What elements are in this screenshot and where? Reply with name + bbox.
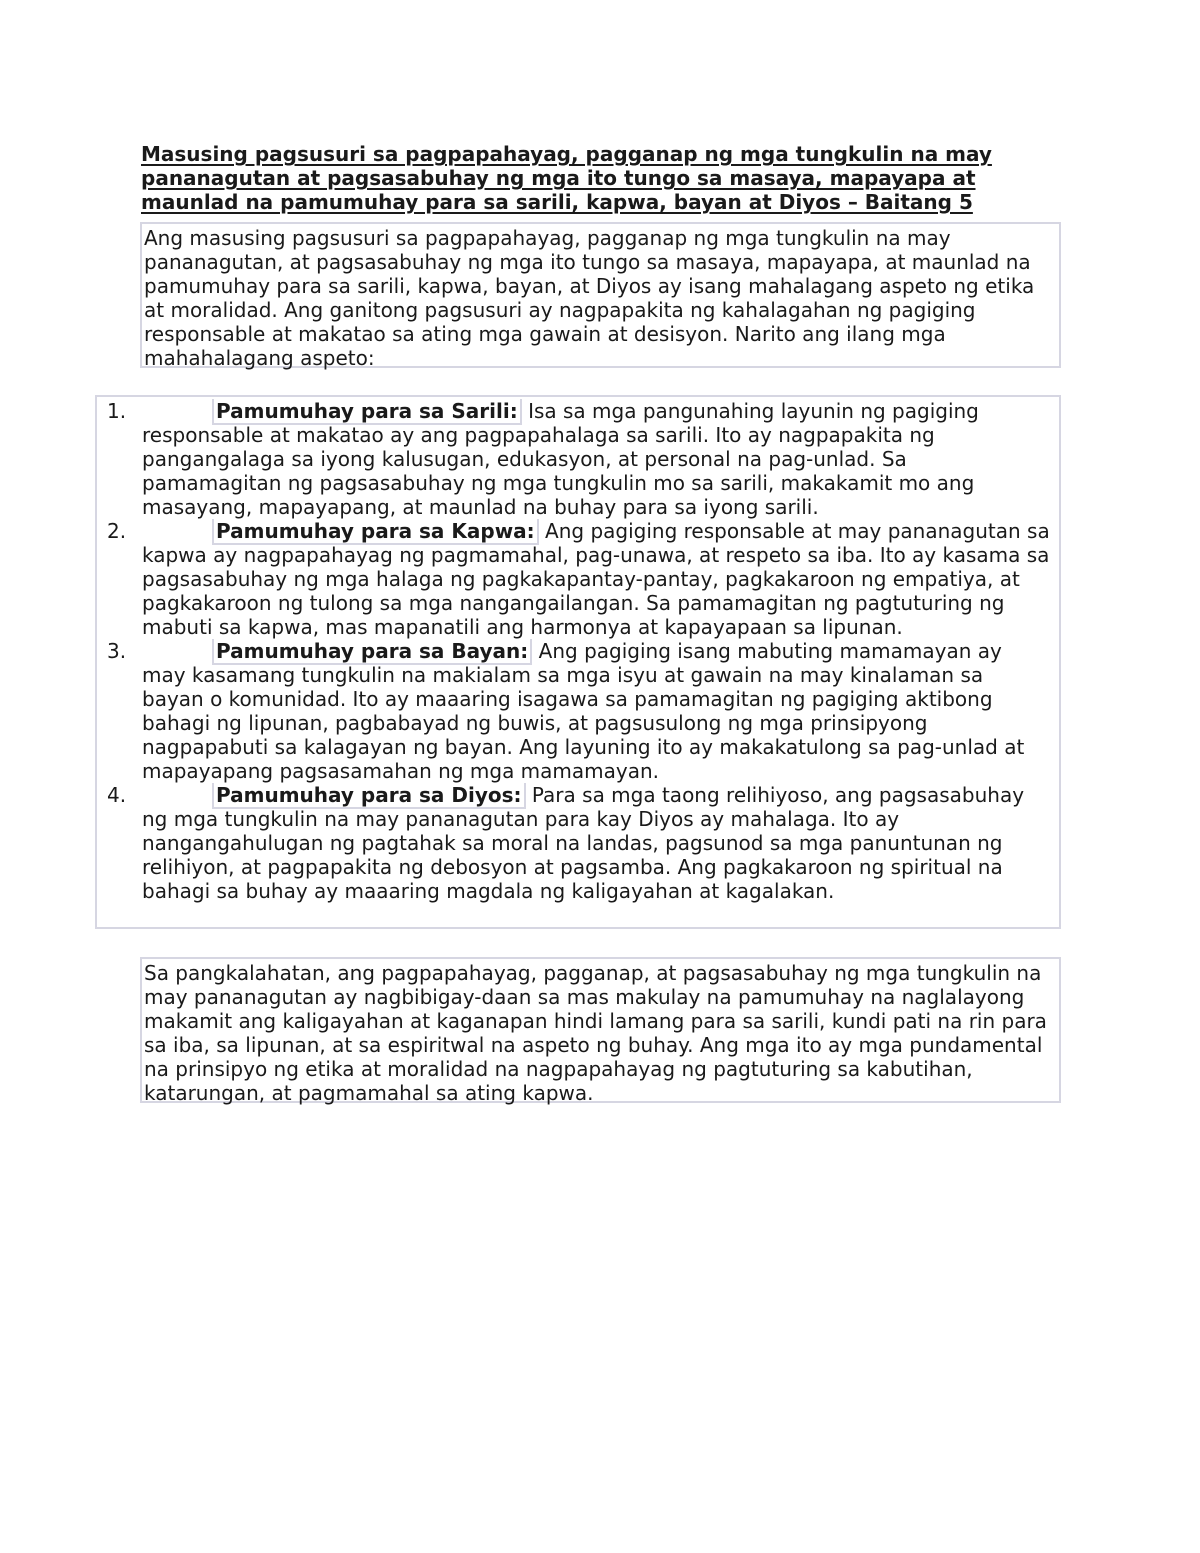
list-item-number: 4. bbox=[107, 783, 127, 807]
list-item-number: 1. bbox=[107, 399, 127, 423]
list-item-text: Ang pagiging isang mabuting mamamayan ay may kasamang tungkulin na makialam sa mga isyu at gawain na may kinalaman sa bayan o komunidad. Ito ay maaaring isagawa sa pamamagitan ng pagiging aktibong bahagi ng lipunan, pagbabayad ng buwis, at pagsusulong ng mga prinsipyong nagpapabuti sa kalagayan ng bayan. Ang layuning ito ay makakatulong sa pag-unlad at mapayapang pagsasamahan ng mga mamamayan. bbox=[142, 639, 1025, 783]
list-item-heading: Pamumuhay para sa Kapwa: bbox=[212, 519, 539, 545]
list-item-text: Para sa mga taong relihiyoso, ang pagsasabuhay ng mga tungkulin na may pananagutan para kay Diyos ay mahalaga. Ito ay nangangahulugan ng pagtahak sa moral na landas, pagsunod sa mga panuntunan ng relihiyon, at pagpapakita ng debosyon at pagsamba. Ang pagkakaroon ng spiritual na bahagi sa buhay ay maaaring magdala ng kaligayahan at kagalakan. bbox=[142, 783, 1025, 903]
list-item-number: 2. bbox=[107, 519, 127, 543]
list-item-number: 3. bbox=[107, 639, 127, 663]
list-item-text: Ang pagiging responsable at may pananagutan sa kapwa ay nagpapahayag ng pagmamahal, pag-unawa, at respeto sa iba. Ito ay kasama sa pagsasabuhay ng mga halaga ng pagkakapantay-pantay, pagkakaroon ng empatiya, at pagkakaroon ng tulong sa mga nangangailangan. Sa pamamagitan ng pagtuturing ng mabuti sa kapwa, mas mapanatili ang harmonya at kapayapaan sa lipunan. bbox=[142, 519, 1050, 639]
closing-paragraph: Sa pangkalahatan, ang pagpapahayag, pagganap, at pagsasabuhay ng mga tungkulin na may pananagutan ay nagbibigay-daan sa mas makulay na pamumuhay na naglalayong makamit ang kaligayahan at kaganapan hindi lamang para sa sarili, kundi pati na rin para sa iba, sa lipunan, at sa espiritwal na aspeto ng buhay. Ang mga ito ay mga pundamental na prinsipyo ng etika at moralidad na nagpapahayag ng pagtuturing sa kabutihan, katarungan, at pagmamahal sa ating kapwa. bbox=[140, 957, 1061, 1103]
document-title: Masusing pagsusuri sa pagpapahayag, pagganap ng mga tungkulin na may pananagutan at pagsasabuhay ng mga ito tungo sa masaya, mapayapa at maunlad na pamumuhay para sa sarili, kapwa, bayan at Diyos – Baitang 5 bbox=[141, 142, 992, 214]
list-item-heading: Pamumuhay para sa Sarili: bbox=[212, 399, 522, 425]
list-item-text: Isa sa mga pangunahing layunin ng pagiging responsable at makatao ay ang pagpapahalaga sa sarili. Ito ay nagpapakita ng pangangalaga sa iyong kalusugan, edukasyon, at personal na pag-unlad. Sa pamamagitan ng pagsasabuhay ng mga tungkulin mo sa sarili, makakamit mo ang masayang, mapayapang, at maunlad na buhay para sa iyong sarili. bbox=[142, 399, 979, 519]
list-item bbox=[97, 783, 1059, 903]
list-item bbox=[97, 519, 1059, 639]
list-item bbox=[97, 399, 1059, 519]
aspects-list-box bbox=[95, 395, 1061, 929]
list-item bbox=[97, 639, 1059, 783]
aspects-list bbox=[97, 399, 1059, 903]
list-item-heading: Pamumuhay para sa Bayan: bbox=[212, 639, 532, 665]
list-item-heading: Pamumuhay para sa Diyos: bbox=[212, 783, 526, 809]
intro-paragraph: Ang masusing pagsusuri sa pagpapahayag, pagganap ng mga tungkulin na may pananagutan, at pagsasabuhay ng mga ito tungo sa masaya, mapayapa, at maunlad na pamumuhay para sa sarili, kapwa, bayan, at Diyos ay isang mahalagang aspeto ng etika at moralidad. Ang ganitong pagsusuri ay nagpapakita ng kahalagahan ng pagiging responsable at makatao sa ating mga gawain at desisyon. Narito ang ilang mga mahahalagang aspeto: bbox=[140, 222, 1061, 368]
